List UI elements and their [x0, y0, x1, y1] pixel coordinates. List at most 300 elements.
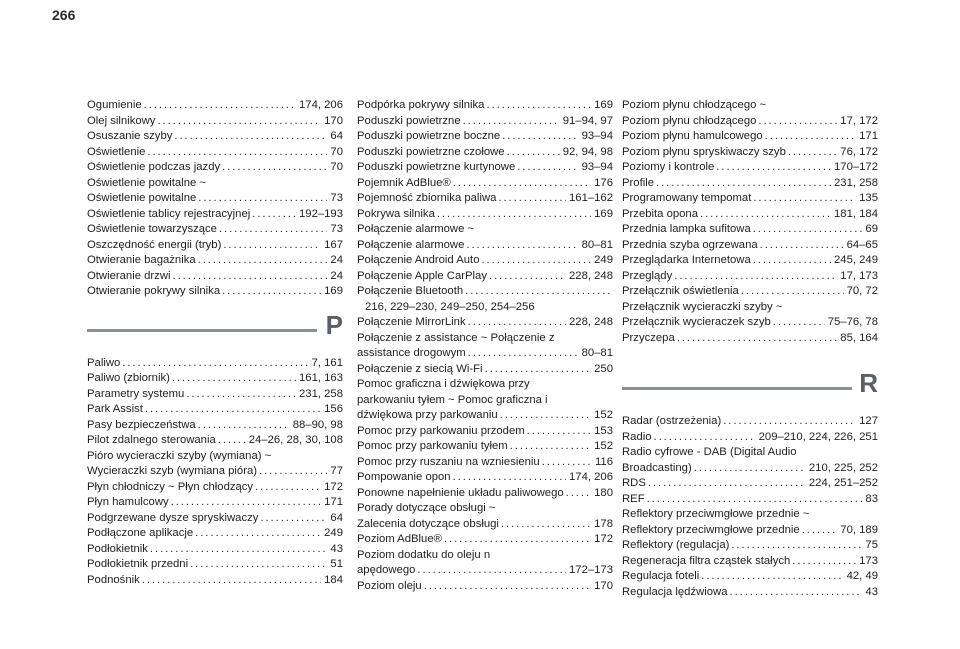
- index-entry: [87, 207, 343, 223]
- index-entry: [622, 430, 878, 446]
- page-references: 174, 206: [299, 99, 343, 111]
- index-term: Połączenie Android Auto: [357, 254, 480, 266]
- index-entry: [87, 371, 343, 387]
- page-references: 172: [324, 480, 343, 493]
- dot-leader: [527, 424, 591, 440]
- index-term: Podgrzewane dysze spryskiwaczy: [87, 511, 259, 524]
- index-entry: [622, 414, 878, 430]
- dot-leader: [502, 129, 578, 145]
- index-entry: [357, 517, 613, 533]
- index-term: Pomoc przy ruszaniu na wzniesieniu: [357, 455, 540, 468]
- dot-leader: [444, 532, 591, 548]
- index-term: Pokrywa silnika: [357, 207, 435, 220]
- page-references: 73: [330, 192, 343, 204]
- index-term: Pasy bezpieczeństwa: [87, 418, 196, 431]
- index-term: Połączenie Bluetooth: [357, 285, 464, 297]
- index-term: Otwieranie bagażnika: [87, 254, 196, 266]
- index-entry: [357, 548, 613, 564]
- dot-leader: [802, 523, 838, 539]
- index-term: Poduszki powietrzne kurtynowe: [357, 161, 516, 173]
- index-entry: [87, 449, 343, 465]
- index-column-1: [87, 98, 343, 588]
- index-entry: [87, 222, 343, 238]
- index-entry: [622, 492, 878, 508]
- page-references: 73: [330, 223, 343, 235]
- page-references: 224, 251–252: [808, 477, 878, 489]
- page-references: 245, 249: [834, 254, 878, 266]
- dot-leader: [260, 511, 327, 527]
- index-entry: [87, 387, 343, 403]
- index-entry: [622, 222, 878, 238]
- index-term: Przełącznik wycieraczki szyby ~: [622, 300, 783, 313]
- index-term: Programowany tempomat: [622, 192, 752, 204]
- dot-leader: [730, 585, 863, 601]
- index-entry: [357, 486, 613, 502]
- index-entry: [87, 253, 343, 269]
- index-entry: [87, 433, 343, 449]
- dot-leader: [654, 430, 756, 446]
- index-term: Radar (ostrzeżenia): [622, 415, 722, 427]
- dot-leader: [437, 207, 591, 223]
- page-references: 135: [859, 192, 878, 204]
- dot-leader: [218, 433, 246, 449]
- page-references: 93–94: [581, 130, 613, 142]
- page-references: 161, 163: [299, 372, 343, 384]
- page-references: 209–210, 224, 226, 251: [758, 430, 878, 443]
- dot-leader: [566, 486, 592, 502]
- index-column-2: [357, 98, 613, 594]
- dot-leader: [507, 145, 560, 161]
- dot-leader: [259, 464, 327, 480]
- index-term: Poziom płynu hamulcowego: [622, 130, 763, 142]
- index-entry: [622, 145, 878, 161]
- dot-leader: [765, 129, 856, 145]
- index-entry: [87, 160, 343, 176]
- index-entry: [87, 542, 343, 558]
- index-term: Pomoc graficzna i dźwiękowa przy: [357, 378, 530, 390]
- dot-leader: [723, 414, 856, 430]
- index-term: Poduszki powietrzne czołowe: [357, 145, 505, 158]
- index-term: Przednia lampka sufitowa: [622, 223, 751, 235]
- index-block-p: [87, 356, 343, 589]
- index-term: Oświetlenie towarzyszące: [87, 223, 217, 235]
- page-references: 70, 72: [846, 285, 878, 297]
- dot-leader: [758, 114, 837, 130]
- page-references: 250: [594, 362, 613, 375]
- index-entry: [87, 114, 343, 130]
- index-entry: [87, 191, 343, 207]
- page-references: 169: [594, 207, 613, 220]
- index-term: Reflektory przeciwmgłowe przednie ~: [622, 508, 810, 520]
- page-references: 173: [859, 554, 878, 567]
- index-entry: [87, 573, 343, 589]
- dot-leader: [753, 191, 856, 207]
- index-term: Płyn chłodniczy ~ Płyn chłodzący: [87, 480, 254, 493]
- dot-leader: [760, 238, 844, 254]
- index-term: Poziom płynu spryskiwaczy szyb: [622, 145, 786, 158]
- index-entry: [357, 501, 613, 517]
- index-term: Połączenie MirrorLink: [357, 316, 466, 328]
- index-entry: [357, 408, 613, 424]
- section-letter: P: [325, 309, 343, 340]
- index-entry: [357, 470, 613, 486]
- index-entry: [357, 393, 613, 409]
- dot-leader: [517, 160, 578, 176]
- page-references: 171: [324, 496, 343, 508]
- index-term: Podłokietnik: [87, 542, 148, 555]
- index-entry: [622, 331, 878, 347]
- page-references: 24: [330, 254, 343, 266]
- index-term: Przeglądarka Internetowa: [622, 254, 751, 266]
- index-entry: [357, 222, 613, 238]
- page-references: 92, 94, 98: [562, 145, 613, 158]
- index-entry: [87, 129, 343, 145]
- index-entry: [87, 464, 343, 480]
- page-references: 180: [594, 486, 613, 499]
- page-references: 170: [324, 114, 343, 127]
- page-references: 192–193: [299, 207, 343, 220]
- dot-leader: [453, 176, 591, 192]
- section-header-r: [622, 366, 878, 408]
- index-entry: [622, 585, 878, 601]
- page-references: 42, 49: [846, 570, 878, 582]
- index-term: Osuszanie szyby: [87, 130, 173, 142]
- index-entry: [87, 511, 343, 527]
- dot-leader: [788, 145, 837, 161]
- page-references: 70: [330, 145, 343, 158]
- index-term: Pilot zdalnego sterowania: [87, 434, 216, 446]
- dot-leader: [173, 269, 328, 285]
- index-entry: [622, 523, 878, 539]
- index-entry: [357, 269, 613, 285]
- index-entry: [357, 424, 613, 440]
- section-header-p: [87, 308, 343, 350]
- index-entry: [622, 129, 878, 145]
- index-term: Park Assist: [87, 403, 143, 415]
- index-entry: [357, 191, 613, 207]
- index-term: Paliwo: [87, 356, 121, 369]
- dot-leader: [648, 476, 806, 492]
- page-references: 167: [324, 238, 343, 251]
- index-entry: [357, 207, 613, 223]
- index-term: Pojemność zbiornika paliwa: [357, 192, 497, 204]
- dot-leader: [144, 98, 296, 114]
- index-entry: [357, 145, 613, 161]
- page-references: 169: [324, 285, 343, 297]
- page-references: 70, 189: [840, 523, 878, 536]
- page-references: 152: [594, 440, 613, 452]
- dot-leader: [792, 554, 856, 570]
- dot-leader: [694, 461, 806, 477]
- index-term: Przebita opona: [622, 207, 698, 220]
- page-references: 77: [330, 465, 343, 477]
- dot-leader: [466, 238, 578, 254]
- index-term: Otwieranie drzwi: [87, 269, 171, 282]
- index-entry: [357, 160, 613, 176]
- index-entry: [357, 563, 613, 579]
- index-term: Radio cyfrowe - DAB (Digital Audio: [622, 446, 797, 458]
- index-term: Połączenie z siecią Wi-Fi: [357, 362, 483, 375]
- index-entry: [87, 145, 343, 161]
- dot-leader: [174, 129, 327, 145]
- dot-leader: [171, 495, 322, 511]
- index-block-p-continued: [357, 98, 613, 594]
- page-references: 43: [865, 585, 878, 598]
- index-entry: [622, 284, 878, 300]
- dot-leader: [542, 455, 592, 471]
- index-entry: [622, 114, 878, 130]
- index-term: Broadcasting): [622, 461, 692, 474]
- index-term: Przyczepa: [622, 331, 675, 344]
- index-term: Oświetlenie powitalne ~: [87, 176, 206, 189]
- index-entry: [622, 269, 878, 285]
- index-term: Olej silnikowy: [87, 114, 156, 127]
- index-entry: [87, 495, 343, 511]
- page-references: 170: [594, 579, 613, 592]
- dot-leader: [219, 222, 327, 238]
- page-references: 80–81: [581, 238, 613, 251]
- index-term: Przeglądy: [622, 269, 673, 282]
- index-term: apędowego: [357, 564, 416, 576]
- index-term: Przełącznik oświetlenia: [622, 285, 739, 297]
- dot-leader: [150, 542, 328, 558]
- dot-leader: [753, 222, 863, 238]
- page-references: 24: [330, 269, 343, 282]
- page-references: 231, 258: [299, 387, 343, 400]
- page-references: 172–173: [569, 564, 613, 576]
- index-term: Pojemnik AdBlue®: [357, 176, 451, 189]
- page-references: 161–162: [569, 192, 613, 204]
- index-term: Podnośnik: [87, 573, 140, 586]
- index-block-p-end: [622, 98, 878, 346]
- index-entry: [357, 284, 613, 300]
- index-term: Ponowne napełnienie układu paliwowego: [357, 486, 564, 499]
- index-term: assistance drogowym: [357, 347, 466, 359]
- dot-leader: [498, 191, 566, 207]
- index-term: Radio: [622, 430, 652, 443]
- dot-leader: [700, 207, 831, 223]
- page-references: 116: [594, 455, 613, 468]
- section-divider: [622, 387, 852, 390]
- page-references: 17, 172: [840, 114, 878, 127]
- dot-leader: [674, 269, 837, 285]
- index-term: Poziom AdBlue®: [357, 533, 442, 545]
- index-entry: [357, 377, 613, 393]
- index-block-r: [622, 414, 878, 600]
- index-term: Poziom oleju: [357, 579, 422, 592]
- page-references: 88–90, 98: [292, 418, 343, 431]
- dot-leader: [656, 176, 831, 192]
- index-term: Podpórka pokrywy silnika: [357, 99, 485, 111]
- dot-leader: [501, 517, 591, 533]
- index-term: Połączenie z assistance ~ Połączenie z: [357, 331, 555, 344]
- index-term: Regeneracja filtra cząstek stałych: [622, 554, 791, 567]
- index-column-3: [622, 98, 878, 600]
- index-term: Regulacja lędźwiowa: [622, 585, 728, 598]
- index-entry: [357, 346, 613, 362]
- dot-leader: [198, 253, 328, 269]
- dot-leader: [463, 114, 560, 130]
- index-entry: [622, 554, 878, 570]
- page-references: 75: [865, 539, 878, 551]
- dot-leader: [773, 315, 825, 331]
- index-entry: [622, 176, 878, 192]
- index-entry: [622, 238, 878, 254]
- index-term: Pomoc przy parkowaniu tyłem: [357, 440, 508, 452]
- index-entry: [87, 98, 343, 114]
- dot-leader: [255, 480, 321, 496]
- dot-leader: [186, 387, 296, 403]
- dot-leader: [198, 418, 290, 434]
- page-references: 249: [594, 254, 613, 266]
- index-entry: [87, 269, 343, 285]
- index-block-o: [87, 98, 343, 300]
- index-entry: [357, 579, 613, 595]
- index-term: Wycieraczki szyb (wymiana pióra): [87, 465, 258, 477]
- index-entry: [357, 300, 613, 316]
- index-entry: [87, 284, 343, 300]
- index-entry: [357, 238, 613, 254]
- dot-leader: [481, 253, 591, 269]
- dot-leader: [222, 160, 327, 176]
- page-references: 127: [859, 415, 878, 427]
- dot-leader: [198, 191, 327, 207]
- index-term: Połączenie alarmowe ~: [357, 223, 475, 235]
- dot-leader: [222, 284, 321, 300]
- dot-leader: [500, 408, 591, 424]
- index-term: Podłokietnik przedni: [87, 558, 189, 570]
- index-term: Poziom płynu chłodzącego: [622, 114, 757, 127]
- index-entry: [87, 418, 343, 434]
- page-references: 24–26, 28, 30, 108: [248, 434, 343, 446]
- index-entry: [622, 445, 878, 461]
- section-divider: [87, 329, 317, 332]
- index-term: REF: [622, 492, 645, 505]
- page-references: 51: [330, 558, 343, 570]
- dot-leader: [468, 315, 566, 331]
- index-term: Otwieranie pokrywy silnika: [87, 285, 221, 297]
- index-term: Przednia szyba ogrzewana: [622, 238, 758, 251]
- index-entry: [87, 238, 343, 254]
- dot-leader: [424, 579, 591, 595]
- index-term: Pomoc przy parkowaniu przodem: [357, 424, 525, 437]
- index-entry: [87, 557, 343, 573]
- dot-leader: [453, 470, 566, 486]
- page-references: 64–65: [846, 238, 878, 251]
- page-references: 43: [330, 542, 343, 555]
- index-term: Pompowanie opon: [357, 471, 451, 483]
- index-entry: [622, 207, 878, 223]
- dot-leader: [731, 538, 862, 554]
- index-term: Poziomy i kontrole: [622, 161, 715, 173]
- page-references: 176: [594, 176, 613, 189]
- index-term: Przełącznik wycieraczek szyb: [622, 316, 771, 328]
- index-entry: [357, 315, 613, 331]
- index-entry: [357, 114, 613, 130]
- index-entry: [622, 507, 878, 523]
- index-entry: [622, 253, 878, 269]
- index-term: Reflektory przeciwmgłowe przednie: [622, 523, 800, 536]
- index-term: Oświetlenie powitalne: [87, 192, 197, 204]
- index-term: RDS: [622, 477, 646, 489]
- index-term: Poduszki powietrzne boczne: [357, 130, 501, 142]
- dot-leader: [485, 362, 592, 378]
- page-references: 17, 173: [840, 269, 878, 282]
- page-references: 70: [330, 161, 343, 173]
- index-term: Regulacja foteli: [622, 570, 700, 582]
- index-entry: [622, 569, 878, 585]
- page-references: 231, 258: [834, 176, 878, 189]
- page-references: 156: [324, 403, 343, 415]
- index-entry: [357, 98, 613, 114]
- dot-leader: [510, 439, 591, 455]
- dot-leader: [157, 114, 321, 130]
- index-term: Oświetlenie: [87, 145, 146, 158]
- index-term: Połączenie alarmowe: [357, 238, 465, 251]
- index-term: dźwiękowa przy parkowaniu: [357, 409, 498, 421]
- index-term: Ogumienie: [87, 99, 142, 111]
- page-references: 76, 172: [840, 145, 878, 158]
- index-entry: [622, 98, 878, 114]
- page-references: 178: [594, 517, 613, 530]
- dot-leader: [486, 98, 591, 114]
- index-entry: [357, 331, 613, 347]
- index-term: Oświetlenie podczas jazdy: [87, 161, 221, 173]
- page-references: 171: [859, 130, 878, 142]
- index-entry: [622, 315, 878, 331]
- index-entry: [357, 532, 613, 548]
- index-entry: [622, 461, 878, 477]
- index-term: Zalecenia dotyczące obsługi: [357, 517, 499, 530]
- page-references: 93–94: [581, 161, 613, 173]
- index-term: Profile: [622, 176, 655, 189]
- dot-leader: [741, 284, 844, 300]
- dot-leader: [122, 356, 308, 372]
- index-term: Oświetlenie tablicy rejestracyjnej: [87, 207, 251, 220]
- dot-leader: [252, 207, 296, 223]
- dot-leader: [172, 371, 296, 387]
- index-entry: [357, 455, 613, 471]
- page-references: 75–76, 78: [827, 316, 878, 328]
- index-term: Oszczędność energii (tryb): [87, 238, 222, 251]
- page-references: 152: [594, 409, 613, 421]
- page-references: 64: [330, 130, 343, 142]
- dot-leader: [142, 573, 321, 589]
- index-term: Poziom dodatku do oleju n: [357, 548, 491, 561]
- page-references: 7, 161: [311, 356, 343, 369]
- section-letter: R: [859, 368, 878, 398]
- dot-leader: [190, 557, 327, 573]
- dot-leader: [465, 284, 610, 300]
- index-term: Poziom płynu chłodzącego ~: [622, 99, 767, 111]
- dot-leader: [677, 331, 838, 347]
- dot-leader: [489, 269, 566, 285]
- dot-leader: [647, 492, 863, 508]
- index-term: Podłączone aplikacje: [87, 527, 194, 539]
- page-references: 228, 248: [569, 269, 613, 282]
- page-references: 172: [594, 533, 613, 545]
- index-entry: [357, 439, 613, 455]
- page-references: 181, 184: [834, 207, 878, 220]
- index-entry: [357, 362, 613, 378]
- dot-leader: [147, 145, 327, 161]
- index-entry: [622, 538, 878, 554]
- index-term: parkowaniu tyłem ~ Pomoc graficzna i: [357, 393, 548, 406]
- index-entry: [87, 356, 343, 372]
- dot-leader: [753, 253, 831, 269]
- page-references: 80–81: [581, 347, 613, 359]
- page-references: 184: [324, 573, 343, 586]
